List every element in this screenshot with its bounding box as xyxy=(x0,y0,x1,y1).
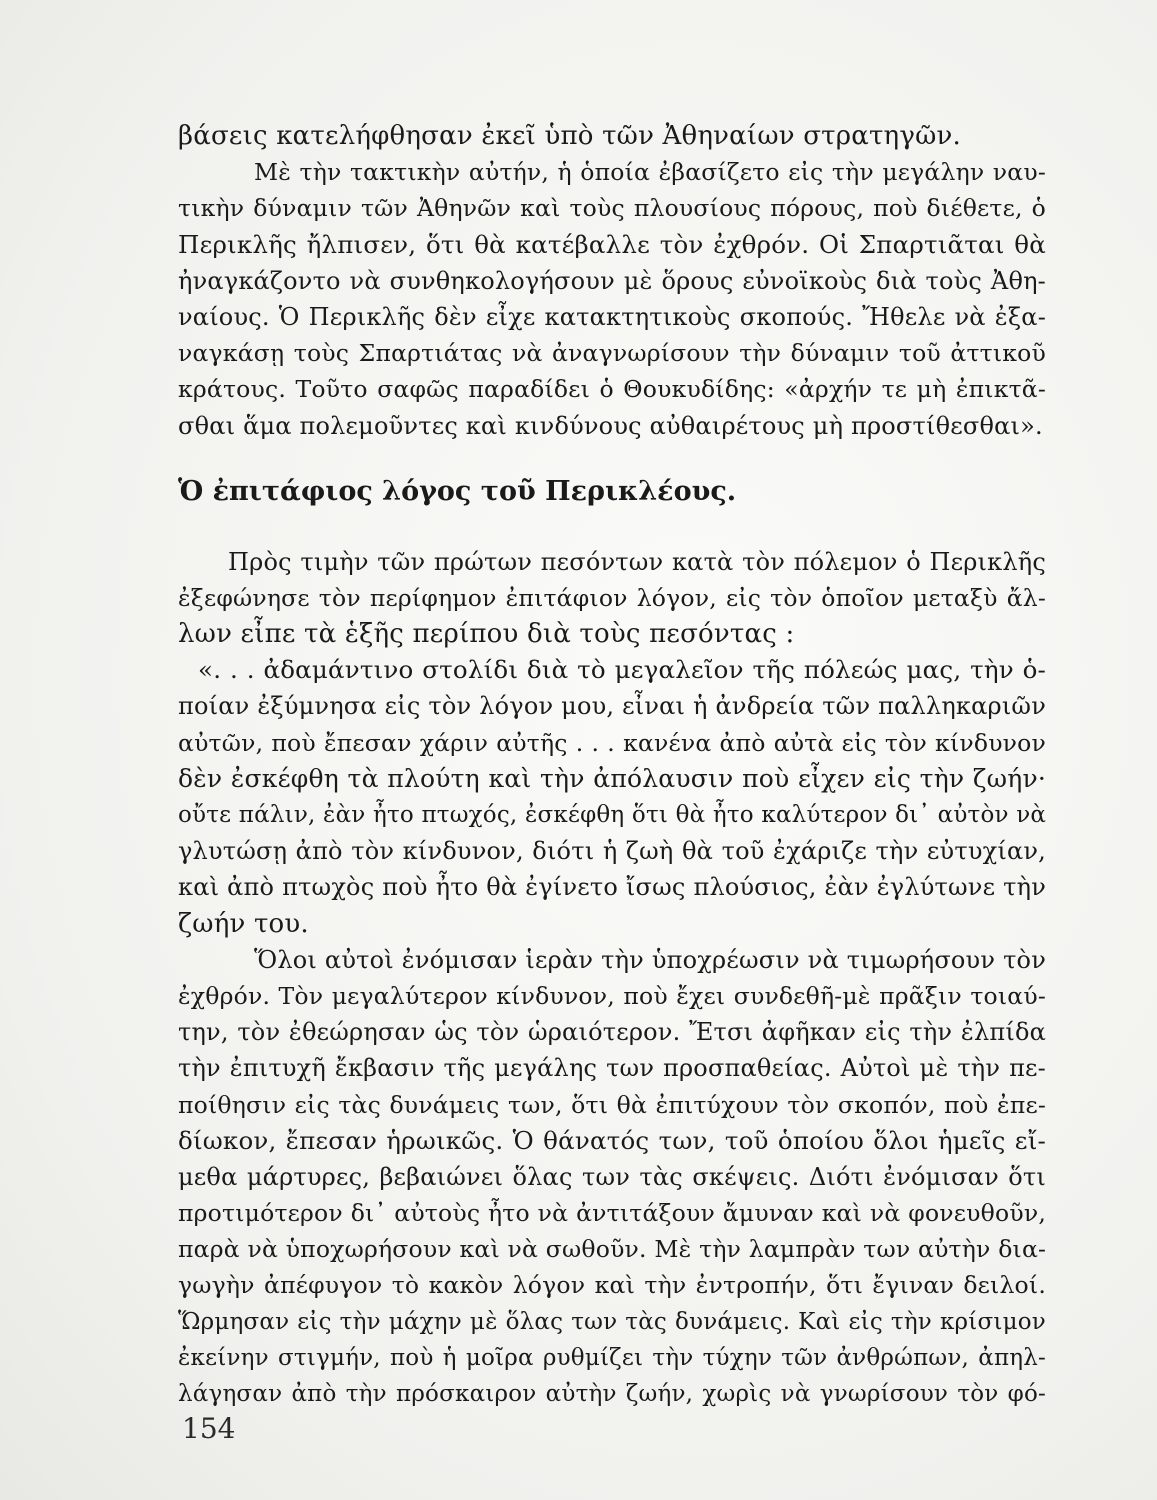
text-line: ἠναγκάζοντο νὰ συνθηκολογήσουν μὲ ὅρους εὐνοϊκοὺς διὰ τοὺς Ἀθη- xyxy=(178,266,1046,295)
section-heading: Ὁ ἐπιτάφιος λόγος τοῦ Περικλέους. xyxy=(178,475,737,507)
quote-line: ζωήν του. xyxy=(178,908,309,939)
text-line: ἐξεφώνησε τὸν περίφημον ἐπιτάφιον λόγον, εἰς τὸν ὁποῖον μεταξὺ ἄλ- xyxy=(178,583,1046,612)
text-block xyxy=(178,118,1046,1412)
text-line: τικὴν δύναμιν τῶν Ἀθηνῶν καὶ τοὺς πλουσίους πόρους, ποὺ διέθετε, ὁ xyxy=(178,194,1046,223)
text-line: ἐχθρόν. Τὸν μεγαλύτερον κίνδυνον, ποὺ ἔχει συνδεθῆ-μὲ πρᾶξιν τοιαύ- xyxy=(178,981,1046,1010)
text-line: γωγὴν ἀπέφυγον τὸ κακὸν λόγον καὶ τὴν ἐντροπήν, ὅτι ἔγιναν δειλοί. xyxy=(178,1271,1046,1300)
text-line: σθαι ἅμα πολεμοῦντες καὶ κινδύνους αὐθαιρέτους μὴ προστίθεσθαι». xyxy=(178,411,1043,440)
quote-line: γλυτώσῃ ἀπὸ τὸν κίνδυνον, διότι ἡ ζωὴ θὰ τοῦ ἐχάριζε τὴν εὐτυχίαν, xyxy=(178,837,1046,866)
text-line: λάγησαν ἀπὸ τὴν πρόσκαιρον αὐτὴν ζωήν, χωρὶς νὰ γνωρίσουν τὸν φό- xyxy=(178,1381,1046,1407)
text-line: ναίους. Ὁ Περικλῆς δὲν εἶχε κατακτητικοὺς σκοπούς. Ἤθελε νὰ ἐξα- xyxy=(178,302,1046,331)
text-line: Ὥρμησαν εἰς τὴν μάχην μὲ ὅλας των τὰς δυνάμεις. Καὶ εἰς τὴν κρίσιμον xyxy=(178,1308,1046,1335)
quote-line: ποίαν ἐξύμνησα εἰς τὸν λόγον μου, εἶναι ἡ ἀνδρεία τῶν παλληκαριῶν xyxy=(178,692,1046,721)
text-line: Περικλῆς ἤλπισεν, ὅτι θὰ κατέβαλλε τὸν ἐχθρόν. Οἱ Σπαρτιᾶται θὰ xyxy=(178,229,1046,259)
quote-line: οὔτε πάλιν, ἐὰν ἦτο πτωχός, ἐσκέφθη ὅτι θὰ ἦτο καλύτερον δι᾿ αὐτὸν νὰ xyxy=(178,802,1047,828)
text-line: ἐκείνην στιγμήν, ποὺ ἡ μοῖρα ρυθμίζει τὴν τύχην τῶν ἀνθρώπων, ἀπηλ- xyxy=(178,1344,1046,1371)
text-line: δίωκον, ἔπεσαν ἡρωικῶς. Ὁ θάνατός των, τοῦ ὁποίου ὅλοι ἡμεῖς εἴ- xyxy=(178,1125,1046,1155)
text-line: κράτους. Τοῦτο σαφῶς παραδίδει ὁ Θουκυδίδης: «ἀρχήν τε μὴ ἐπικτᾶ- xyxy=(178,375,1046,404)
text-line: τὴν ἐπιτυχῆ ἔκβασιν τῆς μεγάλης των προσπαθείας. Αὐτοὶ μὲ τὴν πε- xyxy=(178,1054,1046,1083)
quote-line: καὶ ἀπὸ πτωχὸς ποὺ ἦτο θὰ ἐγίνετο ἴσως πλούσιος, ἐὰν ἐγλύτωνε τὴν xyxy=(178,873,1046,902)
text-line: παρὰ νὰ ὑποχωρήσουν καὶ νὰ σωθοῦν. Μὲ τὴν λαμπρὰν των αὐτὴν δια- xyxy=(178,1235,1047,1264)
text-line: λων εἶπε τὰ ἑξῆς περίπου διὰ τοὺς πεσόντας : xyxy=(178,619,795,650)
text-line: ποίθησιν εἰς τὰς δυνάμεις των, ὅτι θὰ ἐπιτύχουν τὸν σκοπόν, ποὺ ἐπε- xyxy=(178,1090,1046,1119)
text-line: βάσεις κατελήφθησαν ἐκεῖ ὑπὸ τῶν Ἀθηναίων στρατηγῶν. xyxy=(178,121,961,151)
text-line: Πρὸς τιμὴν τῶν πρώτων πεσόντων κατὰ τὸν πόλεμον ὁ Περικλῆς xyxy=(228,547,1046,576)
text-line: Μὲ τὴν τακτικὴν αὐτήν, ἡ ὁποία ἐβασίζετο εἰς τὴν μεγάλην ναυ- xyxy=(254,158,1046,187)
text-line: Ὅλοι αὐτοὶ ἐνόμισαν ἱερὰν τὴν ὑποχρέωσιν νὰ τιμωρήσουν τὸν xyxy=(254,945,1046,974)
quote-line: δὲν ἐσκέφθη τὰ πλούτη καὶ τὴν ἀπόλαυσιν ποὺ εἶχεν εἰς τὴν ζωήν· xyxy=(178,763,1046,793)
quote-line: αὐτῶν, ποὺ ἔπεσαν χάριν αὐτῆς . . . κανένα ἀπὸ αὐτὰ εἰς τὸν κίνδυνον xyxy=(178,728,1046,757)
text-line: ναγκάσῃ τοὺς Σπαρτιάτας νὰ ἀναγνωρίσουν τὴν δύναμιν τοῦ ἀττικοῦ xyxy=(178,339,1046,368)
text-line: την, τὸν ἐθεώρησαν ὡς τὸν ὡραιότερον. Ἔτσι ἀφῆκαν εἰς τὴν ἐλπίδα xyxy=(178,1018,1046,1047)
text-line: μεθα μάρτυρες, βεβαιώνει ὅλας των τὰς σκέψεις. Διότι ἐνόμισαν ὅτι xyxy=(178,1162,1046,1191)
page-number: 154 xyxy=(182,1412,236,1445)
text-line: προτιμότερον δι᾿ αὐτοὺς ἦτο νὰ ἀντιτάξουν ἄμυναν καὶ νὰ φονευθοῦν, xyxy=(178,1199,1046,1228)
quote-line: «. . . ἀδαμάντινο στολίδι διὰ τὸ μεγαλεῖον τῆς πόλεώς μας, τὴν ὁ- xyxy=(198,655,1046,685)
